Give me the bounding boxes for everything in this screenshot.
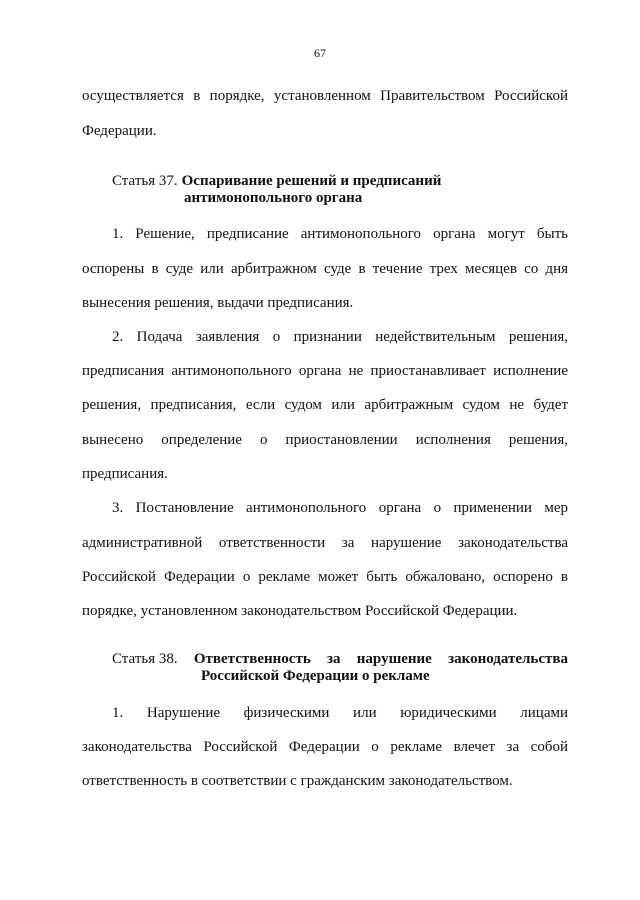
article-38-title-word-3: нарушение xyxy=(356,651,432,667)
article-38-heading xyxy=(112,651,568,685)
article-37-p1-line-2: оспорены в суде или арбитражном суде в течение трех месяцев со дня xyxy=(82,261,568,277)
carryover-line-1: осуществляется в порядке, установленном Правительством Российской xyxy=(82,88,568,104)
article-37-p2-line-5: предписания. xyxy=(82,466,168,482)
article-38-p1-line-2: законодательства Российской Федерации о рекламе влечет за собой xyxy=(82,739,568,755)
article-37-p2-line-3: решения, предписания, если судом или арбитражным судом не будет xyxy=(82,397,568,413)
article-38-title-word-4: законодательства xyxy=(448,651,568,667)
article-37-p3-line-3: Российской Федерации о рекламе может быть обжаловано, оспорено в xyxy=(82,569,568,585)
article-37-p1-line-3: вынесения решения, выдачи предписания. xyxy=(82,295,354,311)
article-38-title-word-1: Ответственность xyxy=(193,651,311,667)
article-37-p2-line-1: 2. Подача заявления о признании недействительным решения, xyxy=(112,329,568,345)
article-38-title-word-2: за xyxy=(327,651,341,667)
article-37-p1-line-1: 1. Решение, предписание антимонопольного органа могут быть xyxy=(112,226,568,242)
article-38-p1-line-3: ответственность в соответствии с гражданским законодательством. xyxy=(82,773,513,789)
article-37-p3-line-4: порядке, установленном законодательством Российской Федерации. xyxy=(82,603,518,619)
article-38-label: Статья 38. xyxy=(112,651,178,667)
article-37-p2-line-4: вынесено определение о приостановлении исполнения решения, xyxy=(82,432,568,448)
article-38-title-line-2: Российской Федерации о рекламе xyxy=(201,668,430,684)
carryover-line-2: Федерации. xyxy=(82,123,157,139)
article-37-label: Статья 37. xyxy=(112,173,178,189)
article-38-p1-line-1: 1. Нарушение физическими или юридическими лицами xyxy=(112,705,568,721)
article-37-heading xyxy=(112,173,568,207)
article-37-p3-line-2: административной ответственности за нарушение законодательства xyxy=(82,535,568,551)
article-37-title-line-1: Оспаривание решений и предписаний xyxy=(181,173,442,189)
article-37-p2-line-2: предписания антимонопольного органа не приостанавливает исполнение xyxy=(82,363,568,379)
article-37-title-line-2: антимонопольного органа xyxy=(184,190,363,206)
page-number: 67 xyxy=(314,46,326,60)
article-37-p3-line-1: 3. Постановление антимонопольного органа о применении мер xyxy=(112,500,568,516)
